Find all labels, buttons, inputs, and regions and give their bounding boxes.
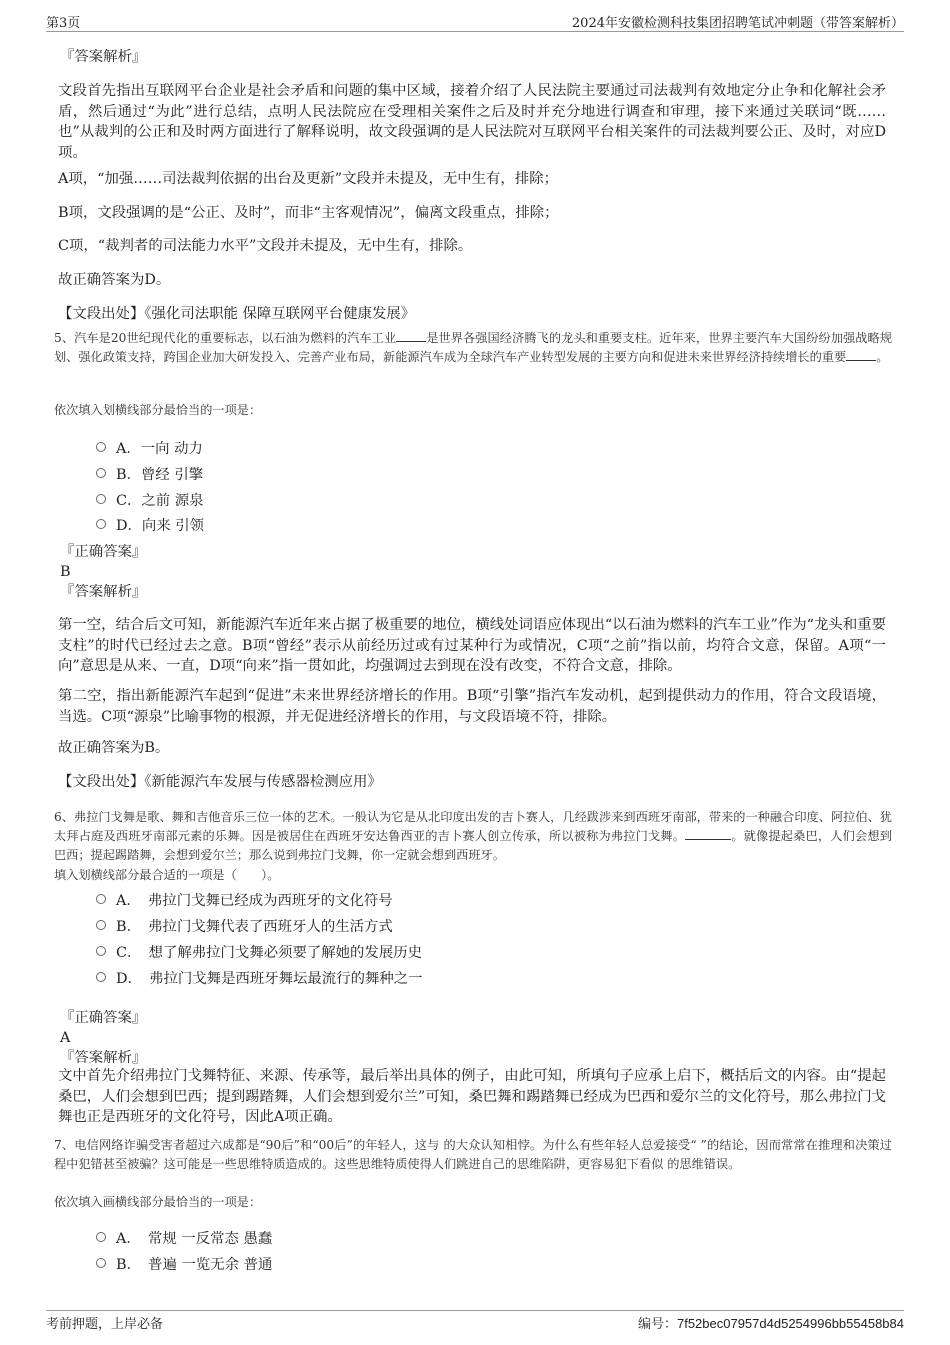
q7-option-a-label: A． 常规 一反常态 愚蠢 — [116, 1230, 273, 1247]
q6-stem-part1: 6、弗拉门戈舞是歌、舞和吉他音乐三位一体的艺术。一般认为它是从北印度出发的吉卜赛人，几经跋涉来到西班牙南部，带来的一种融合印度、阿拉伯、犹太拜占庭及西班牙南部元素的乐舞。因是被居住在西班牙安达鲁西亚的吉卜赛人创立传承，所以被称为弗拉门戈舞。 — [54, 810, 892, 843]
q6-option-c-label: C． 想了解弗拉门戈舞必须要了解她的发展历史 — [116, 944, 423, 961]
q5-option-c[interactable] — [96, 489, 204, 509]
q5-answer-label: 『正确答案』 — [60, 544, 147, 560]
radio-icon[interactable] — [96, 946, 106, 956]
header-divider — [46, 31, 904, 32]
q6-analysis: 文中首先介绍弗拉门戈舞特征、来源、传承等，最后举出具体的例子，由此可知，所填句子应承上启下，概括后文的内容。由“提起桑巴，人们会想到巴西；提到踢踏舞，人们会想到爱尔兰”可知，桑巴舞和踢踏舞已经成为巴西和爱尔兰的文化符号，那么弗拉门戈舞也正是西班牙的文化符号，因此A项正确。 — [58, 1068, 886, 1125]
q6-instruction: 填入划横线部分最合适的一项是（ ）。 — [54, 868, 280, 882]
radio-icon[interactable] — [96, 468, 106, 478]
q6-answer: A — [60, 1030, 71, 1046]
q5-option-b[interactable] — [96, 463, 203, 483]
q5-option-c-label: C．之前 源泉 — [116, 492, 204, 509]
q5-stem-part3: 。 — [876, 350, 889, 364]
q5-conclusion: 故正确答案为B。 — [58, 740, 170, 756]
q5-analysis-p2: 第二空，指出新能源汽车起到“促进”未来世界经济增长的作用。B项“引擎”指汽车发动机，起到提供动力的作用，符合文段语境，当选。C项“源泉”比喻事物的根源，并无促进经济增长的作用，与文段语境不符，排除。 — [58, 688, 886, 725]
document-code-label: 编号： — [637, 1317, 677, 1332]
q4-analysis-b: B项，文段强调的是“公正、及时”，而非“主客观情况”，偏离文段重点，排除； — [58, 205, 559, 221]
q6-option-a-label: A． 弗拉门戈舞已经成为西班牙的文化符号 — [116, 892, 393, 909]
footer-divider — [46, 1310, 904, 1311]
q6-option-b[interactable] — [96, 915, 393, 935]
q5-stem-part1: 5、汽车是20世纪现代化的重要标志，以石油为燃料的汽车工业 — [54, 331, 397, 345]
document-code-value: 7f52bec07957d4d5254996bb55458b84 — [676, 1316, 904, 1331]
radio-icon[interactable] — [96, 519, 106, 529]
q7-option-a[interactable] — [96, 1227, 272, 1247]
q6-option-b-label: B． 弗拉门戈舞代表了西班牙人的生活方式 — [116, 918, 393, 935]
footer-slogan: 考前押题，上岸必备 — [46, 1317, 164, 1332]
document-code — [638, 1313, 904, 1332]
q5-answer: B — [60, 564, 71, 580]
q4-analysis-a: A项，“加强……司法裁判依据的出台及更新”文段并未提及，无中生有，排除； — [58, 171, 558, 187]
q4-analysis-p1: 文段首先指出互联网平台企业是社会矛盾和问题的集中区域，接着介绍了人民法院主要通过司法裁判有效地定分止争和化解社会矛盾，然后通过“为此”进行总结，点明人民法院应在受理相关案件之后及时并充分地进行调查和审理，接下来通过关联词“既……也”从裁判的公正和及时两方面进行了解释说明，故文段强调的是人民法院对互联网平台相关案件的司法裁判要公正、及时，对应D项。 — [58, 83, 886, 161]
q5-option-d[interactable] — [96, 514, 204, 534]
q7-option-b-label: B． 普遍 一览无余 普通 — [116, 1256, 273, 1273]
radio-icon[interactable] — [96, 1258, 106, 1268]
page-number: 第3页 — [46, 16, 81, 31]
q7-option-b[interactable] — [96, 1253, 272, 1273]
q7-stem: 7、电信网络诈骗受害者超过六成都是“90后”和“00后”的年轻人，这与 的大众认知相悖。为什么有些年轻人总爱接受“ ”的结论，因而常常在推理和决策过程中犯错甚至被骗？这可能是一些思维特质造成的。这些思维特质使得人们跳进自己的思维陷阱，更容易犯下看似 的思维错误。 — [54, 1138, 892, 1171]
q4-analysis-c: C项，“裁判者的司法能力水平”文段并未提及，无中生有，排除。 — [58, 238, 473, 254]
radio-icon[interactable] — [96, 442, 106, 452]
q5-blank-1 — [396, 329, 426, 342]
q5-option-b-label: B．曾经 引擎 — [116, 466, 204, 483]
q5-source: 【文段出处】《新能源汽车发展与传感器检测应用》 — [58, 774, 382, 790]
q5-stem-part2: 是世界各强国经济腾飞的龙头和重要支柱。近年来，世界主要汽车大国纷纷加强战略规划、强化政策支持，跨国企业加大研发投入、完善产业布局，新能源汽车成为全球汽车产业转型发展的主要方向和促进未来世界经济持续增长的重要 — [54, 331, 893, 364]
q6-stem-part2: 。就像提起桑巴，人们会想到巴西；提起踢踏舞，会想到爱尔兰；那么说到弗拉门戈舞，你一定就会想到西班牙。 — [54, 829, 892, 862]
radio-icon[interactable] — [96, 894, 106, 904]
q6-option-d[interactable] — [96, 967, 423, 987]
q6-analysis-label: 『答案解析』 — [60, 1050, 147, 1066]
q6-option-a[interactable] — [96, 889, 393, 909]
radio-icon[interactable] — [96, 972, 106, 982]
q6-option-d-label: D． 弗拉门戈舞是西班牙舞坛最流行的舞种之一 — [116, 970, 423, 987]
radio-icon[interactable] — [96, 494, 106, 504]
q5-instruction: 依次填入划横线部分最恰当的一项是： — [54, 403, 262, 417]
q5-option-a-label: A．一向 动力 — [116, 440, 203, 457]
page-header — [0, 0, 950, 30]
q5-analysis-p1: 第一空，结合后文可知，新能源汽车近年来占据了极重要的地位，横线处词语应体现出“以石油为燃料的汽车工业”作为“龙头和重要支柱”的时代已经过去之意。B项“曾经”表示从前经历过或有过某种行为或情况，C项“之前”指以前，均符合文意，保留。A项“一向”意思是从来、一直，D项“向来”指一贯如此，均强调过去到现在没有改变，不符合文意，排除。 — [58, 617, 886, 674]
q5-option-a[interactable] — [96, 437, 203, 457]
q5-analysis-label: 『答案解析』 — [60, 584, 147, 600]
q6-answer-label: 『正确答案』 — [60, 1010, 147, 1026]
radio-icon[interactable] — [96, 920, 106, 930]
document-title: 2024年安徽检测科技集团招聘笔试冲刺题（带答案解析） — [571, 16, 904, 31]
q6-stem — [54, 808, 892, 865]
q4-conclusion: 故正确答案为D。 — [58, 272, 171, 288]
q5-stem — [54, 329, 892, 367]
q4-analysis-label: 『答案解析』 — [60, 49, 147, 65]
q6-blank — [685, 827, 731, 840]
q4-source: 【文段出处】《强化司法职能 保障互联网平台健康发展》 — [58, 306, 416, 322]
radio-icon[interactable] — [96, 1232, 106, 1242]
q5-option-d-label: D．向来 引领 — [116, 517, 205, 534]
q6-option-c[interactable] — [96, 941, 422, 961]
q7-instruction: 依次填入画横线部分最恰当的一项是： — [54, 1195, 262, 1209]
q5-blank-2 — [846, 348, 876, 361]
